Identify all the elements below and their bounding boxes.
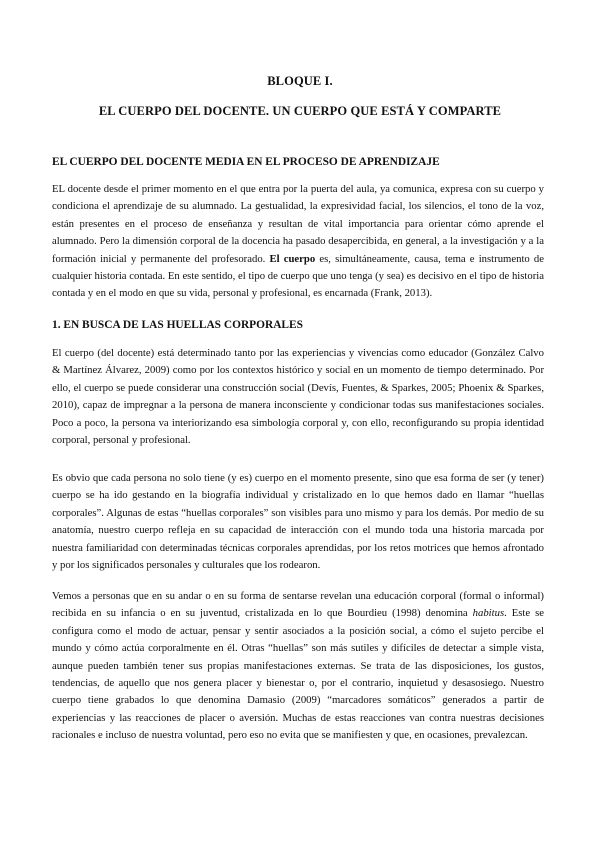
paragraph-1-text-a: EL docente desde el primer momento en el que entra por la puerta del aula, ya comunica, expresa con su cuerpo y condiciona el aprendizaje de su alumnado. La gestualidad, la expresividad facial, los silencios, el tono de la voz, están presentes en el proceso de enseñanza y resultan de vital importancia para orientar cómo aprende el alumnado. Pero la dimensión corporal de la docencia ha pasado desapercibida, en general, a la investigación y a la formación inicial y permanente del profesorado.: [52, 183, 544, 265]
subsection-heading: 1. EN BUSCA DE LAS HUELLAS CORPORALES: [52, 319, 303, 331]
paragraph-1-bold-term: El cuerpo: [269, 252, 316, 265]
bloque-label: BLOQUE I.: [267, 74, 333, 88]
paragraph-4-text-b: . Este se configura como el modo de actuar, pensar y sentir asociados a la posición social, a cómo el sujeto percibe el mundo y cómo actúa corporalmente en él. Otras “huellas” son más sutiles y difíciles de detectar a simple vista, aunque pueden también tener sus propias manifestaciones externas. Se trata de las disposiciones, los gustos, tendencias, de aquello que nos genera placer y bienestar o, por el contrario, inquietud y desasosiego. Nuestro cuerpo tiene grabados lo que denomina Damasio (2009) “marcadores somáticos” generados a partir de experiencias y las reacciones de placer o aversión. Muchas de estas reacciones van contra nuestras decisiones racionales e incluso de nuestra voluntad, pero eso no evita que se manifiesten y que, en ocasiones, prevalezcan.: [52, 607, 544, 742]
paragraph-1: [52, 181, 544, 303]
main-title: EL CUERPO DEL DOCENTE. UN CUERPO QUE ESTÁ Y COMPARTE: [98, 104, 502, 118]
paragraph-3: Es obvio que cada persona no solo tiene (y es) cuerpo en el momento presente, sino que esa forma de ser (y tener) cuerpo se ha ido gestando en la biografía individual y cristalizado en lo que hemos dado en llamar “huellas corporales”. Algunas de estas “huellas corporales” son visibles para uno mismo y para los demás. Por medio de su anatomía, nuestro cuerpo refleja en su capacidad de interacción con el mundo toda una historia marcada por nuestra familiaridad con determinadas técnicas corporales aprendidas, por los retos motrices que hemos afrontado y por los significados personales y culturales que los rodearon.: [52, 472, 544, 572]
paragraph-2: El cuerpo (del docente) está determinado tanto por las experiencias y vivencias como educador (González Calvo & Martínez Álvarez, 2009) como por los contextos histórico y social en un momento de tiempo determinado. Por ello, el cuerpo se puede considerar una construcción social (Devís, Fuentes, & Sparkes, 2005; Phoenix & Sparkes, 2010), capaz de impregnar a la persona de manera inconsciente y condicionar todas sus manifestaciones sociales. Poco a poco, la persona va interiorizando esa simbología corporal y, con ello, reconfigurando su propia identidad corporal, personal y profesional.: [52, 347, 544, 447]
paragraph-4-text-a: Vemos a personas que en su andar o en su forma de sentarse revelan una educación corporal (formal o informal) recibida en su infancia o en su juventud, cristalizada en lo que Bourdieu (1998) denomina: [52, 590, 544, 620]
paragraph-4-italic-term: habitus: [472, 607, 505, 620]
section-heading: EL CUERPO DEL DOCENTE MEDIA EN EL PROCESO DE APRENDIZAJE: [52, 156, 440, 168]
paragraph-1-text-b: es, simultáneamente, causa, tema e instrumento de cualquier historia contada. En este sentido, el tipo de cuerpo que uno tenga (y sea) es decisivo en el tipo de historia contada y en el modo en que su vida, personal y profesional, es encarnada (Frank, 2013).: [52, 252, 545, 300]
paragraph-4: [52, 588, 544, 745]
